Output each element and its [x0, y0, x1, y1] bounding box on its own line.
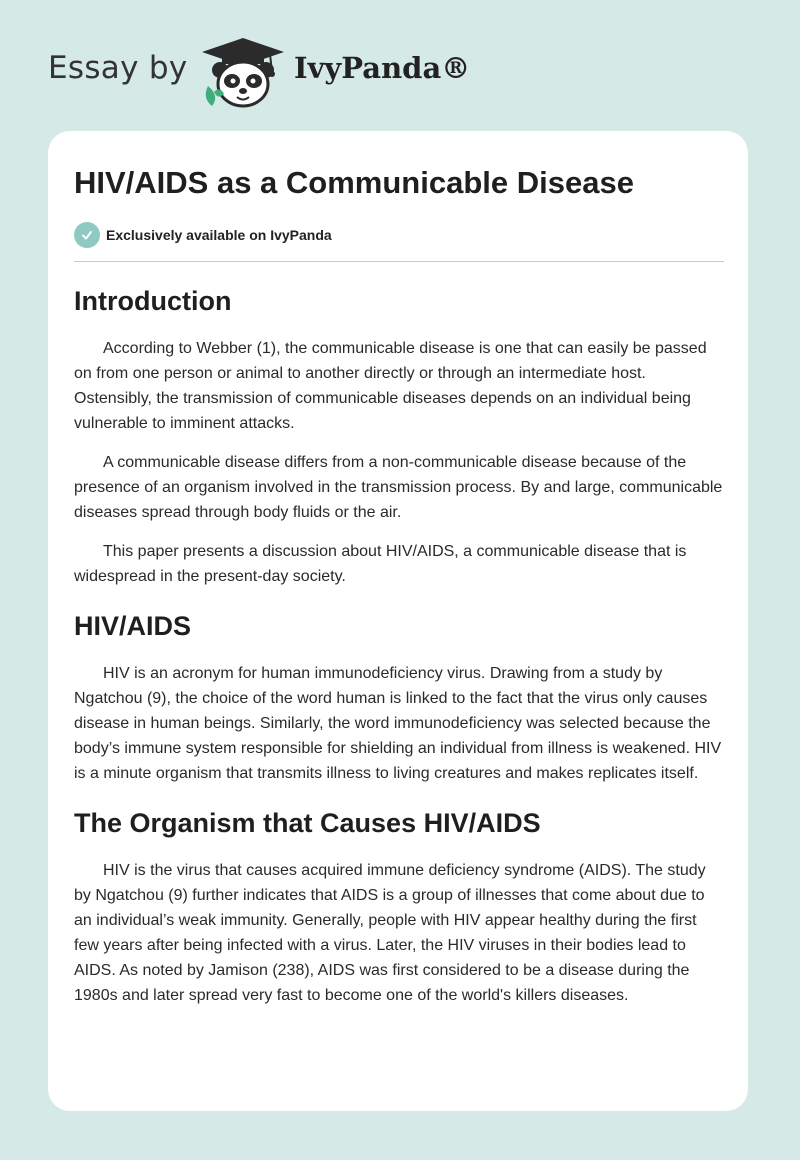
brand-name[interactable]: IvyPanda® [294, 51, 471, 85]
section-heading: The Organism that Causes HIV/AIDS [74, 808, 541, 838]
page-title: HIV/AIDS as a Communicable Disease [74, 165, 634, 200]
section-hiv-aids [74, 608, 724, 786]
exclusive-badge-label: Exclusively available on IvyPanda [106, 227, 332, 243]
paragraph: According to Webber (1), the communicable disease is one that can easily be passed on from one person or animal to another directly or through an intermediate host. Ostensibly, the transmission of communicable diseases depends on an individual being vulnerable to imminent attacks. [74, 340, 707, 432]
section-heading: HIV/AIDS [74, 611, 192, 641]
essay-by-label: Essay by [48, 50, 188, 86]
section-organism [74, 805, 724, 1008]
title-divider [74, 261, 724, 262]
section-heading: Introduction [74, 286, 232, 316]
paragraph: HIV is the virus that causes acquired immune deficiency syndrome (AIDS). The study by Ngatchou (9) further indicates that AIDS is a group of illnesses that come about due to an individual’s weak immunity. Generally, people with HIV appear healthy during the first few years after being infected with a virus. Later, the HIV viruses in their bodies lead to AIDS. As noted by Jamison (238), AIDS was first considered to be a disease during the 1980s and later spread very fast to become one of the world's killers diseases. [74, 862, 706, 1004]
article-content [74, 283, 724, 1022]
paragraph: This paper presents a discussion about HIV/AIDS, a communicable disease that is widespread in the present-day society. [74, 543, 687, 585]
site-header [0, 0, 800, 120]
paragraph: HIV is an acronym for human immunodeficiency virus. Drawing from a study by Ngatchou (9), the choice of the word human is linked to the fact that the virus only causes disease in human beings. Similarly, the word immunodeficiency was selected because the body’s immune system responsible for shielding an individual from illness is weakened. HIV is a minute organism that transmits illness to living creatures and makes replicates itself. [74, 665, 722, 782]
check-circle-icon [74, 222, 100, 248]
panda-logo-icon[interactable] [200, 36, 286, 108]
paragraph: A communicable disease differs from a non-communicable disease because of the presence of an organism involved in the transmission process. By and large, communicable diseases spread through body fluids or the air. [74, 454, 723, 521]
exclusive-badge [74, 222, 332, 248]
section-introduction [74, 283, 724, 589]
article-card [48, 131, 748, 1111]
